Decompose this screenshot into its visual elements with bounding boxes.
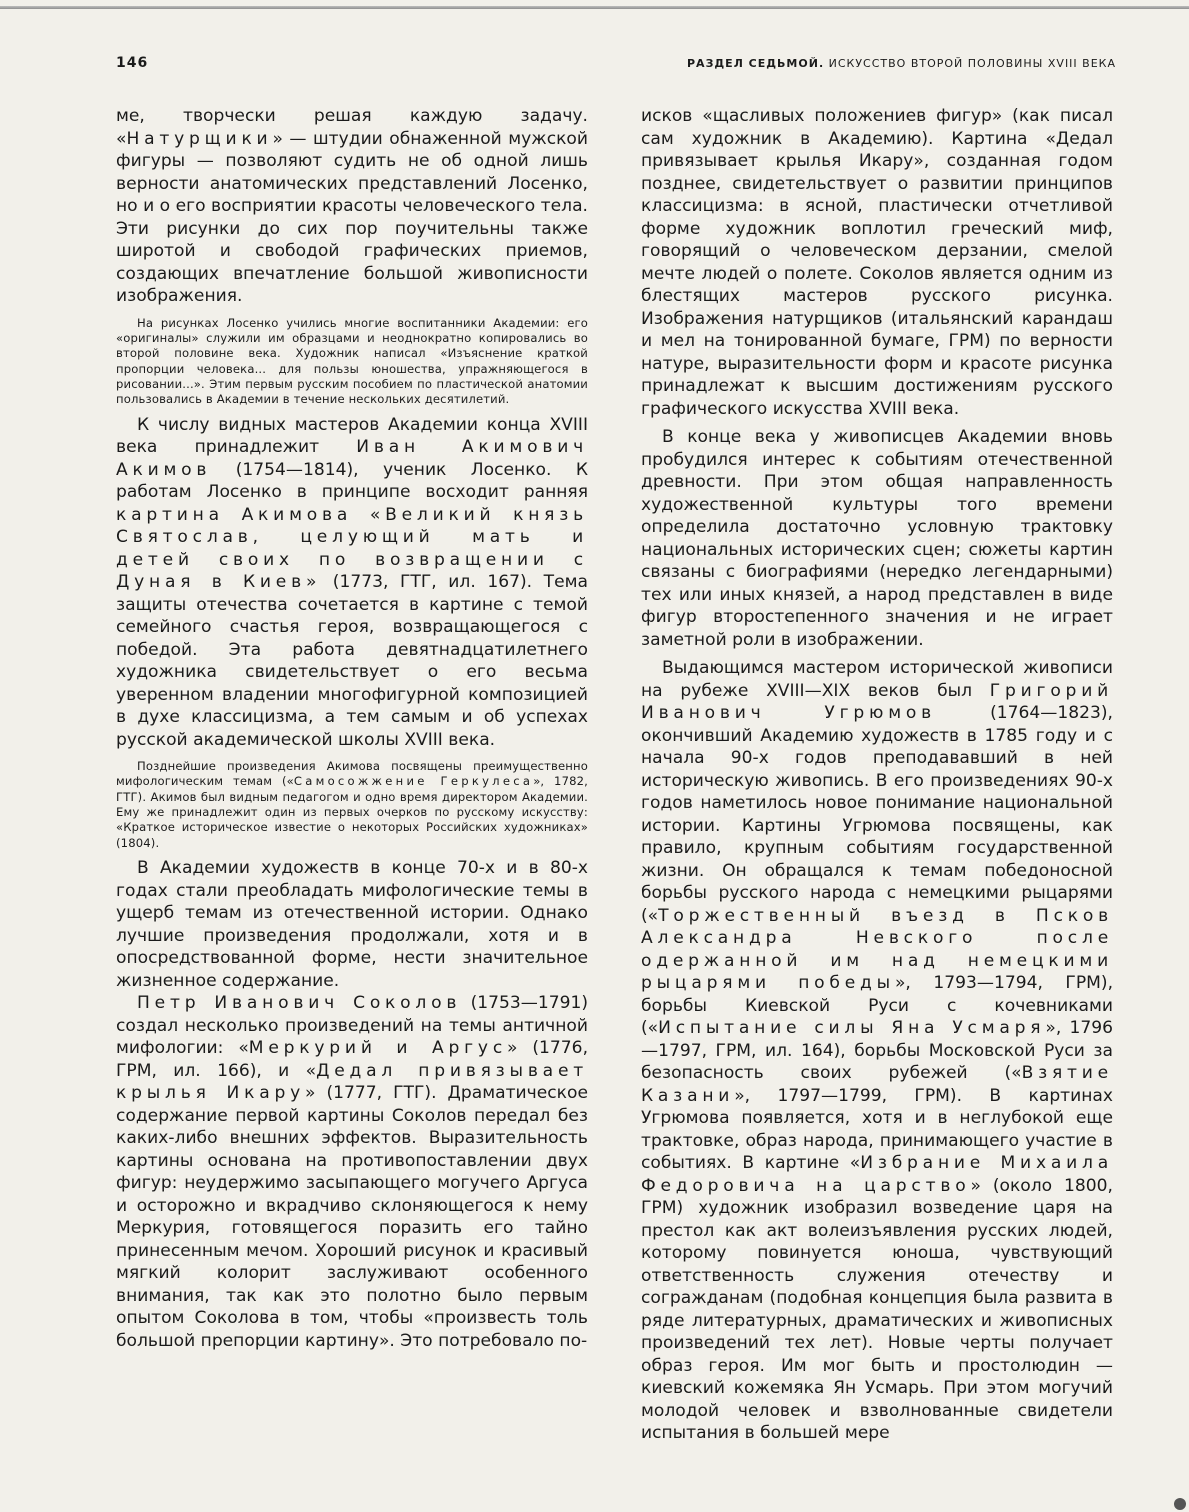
paragraph: В Академии художеств в конце 70-х и в 80-х годах стали преобладать мифологические темы в ущерб темам из отечественной истории. Однако лучшие произведения продолжали, хотя и в опосредствованной форме, нести значительное жизненное содержание.	[116, 858, 588, 991]
spaced-title: Взятие Казани	[641, 1063, 1113, 1106]
text-run: (1753—1791) создал несколько произведений на темы античной мифологии: «	[116, 993, 588, 1059]
text-run: », 1793—1794, ГРМ), борьбы Киевской Руси с кочевниками («	[641, 973, 1114, 1038]
left-column	[116, 105, 588, 1352]
text-run: » — штудии обнаженной мужской фигуры — позволяют судить не об одной лишь верности анатомических представлений Лосенко, но и о его восприятии красоты человеческого тела. Эти рисунки до сих пор поучительны также широтой и свободой графических приемов, создающих впечатление большой живописности изображения.	[116, 128, 588, 306]
text-run: Позднейшие произведения Акимова посвящены преимущественно мифологическим темам («	[116, 759, 588, 789]
running-head-section: РАЗДЕЛ СЕДЬМОЙ.	[687, 57, 825, 70]
text-run: », 1796—1797, ГРМ, ил. 164), борьбы Московской Руси за безопасность своих рубежей («	[641, 1018, 1114, 1083]
paragraph	[116, 105, 588, 308]
artist-name: Григорий Иванович Угрюмов	[641, 680, 1113, 723]
page-number: 146	[116, 55, 149, 71]
text-run: », 1797—1799, ГРМ). В картинах Угрюмова появляется, хотя и в неглубокой еще трактовке, образ народа, принимающего участие в событиях. В картине «	[641, 1085, 1113, 1173]
spaced-title: Избрание Михаила Федоровича на царство	[641, 1153, 1113, 1196]
paragraph	[641, 657, 1113, 1445]
text-run: К числу видных мастеров Академии конца XVIII века принадлежит	[116, 414, 588, 458]
text-run: (1764—1823), окончивший Академию художеств в 1785 году и с начала 90-х годов преподававший в ней историческую живопись. В его произведениях 90-х годов наметилось новое понимание национальной истории. Картины Угрюмова посвящены, как правило, крупным событиям государственной жизни. Он обращался к темам победоносной борьбы русского народа с немецкими рыцарями («	[641, 703, 1113, 926]
artist-name: Иван Акимович Акимов	[116, 437, 588, 480]
scan-mark-dot	[1174, 1498, 1186, 1510]
spaced-title: Испытание силы Яна Усмаря	[658, 1018, 1046, 1038]
spaced-title: Дедал привязывает крылья Икару	[116, 1060, 588, 1104]
paragraph: исков «щасливых положениев фигур» (как писал сам художник в Академию). Картина «Дедал привязывает крылья Икару», созданная годом позднее, свидетельствует о развитии принципов классицизма: в ясной, пластически отчетливой форме художник воплотил греческий миф, говорящий о человеческом дерзании, смелой мечте людей о полете. Соколов является одним из блестящих мастеров русского рисунка. Изображения натурщиков (итальянский карандаш и мел на тонированной бумаге, ГРМ) по верности натуре, выразительности форм и красоте рисунка принадлежат к высшим достижениям русского графического искусства XVIII века.	[641, 106, 1113, 419]
spaced-title: Натурщики	[126, 128, 273, 149]
text-run: (1754—1814), ученик Лосенко. К работам Лосенко в принципе восходит ранняя	[116, 459, 588, 503]
spaced-title: Самосожжение Геркулеса	[293, 774, 534, 789]
text-run: » (1777, ГТГ). Драматическое содержание первой картины Соколов передал без каких-либо внешних эффектов. Выразительность картины основана на противопоставлении двух фигур: неудержимо засыпающего могучего Аргуса и осторожно и вкрадчиво склоняющегося к нему Меркурия, готовящегося поразить его тайно принесенным мечом. Хороший рисунок и красивый мягкий колорит заслуживают особенного внимания, так как это полотно было первым опытом Соколова в том, чтобы «произвесть толь большой препорции картину». Это потребовало по-	[116, 1083, 588, 1351]
paragraph	[116, 992, 588, 1352]
paragraph	[116, 414, 588, 752]
running-head-title: ИСКУССТВО ВТОРОЙ ПОЛОВИНЫ XVIII ВЕКА	[828, 57, 1116, 70]
text-run: » (около 1800, ГРМ) художник изобразил возведение царя на престол как акт волеизъявления русских людей, которому повинуется юноша, чувствующий ответственность служения отечеству и согражданам (подобная концепция была развита в ряде литературных, драматических и живописных произведений тех лет). Новые черты получает образ героя. Им мог быть и простолюдин — киевский кожемяка Ян Усмарь. При этом могучий молодой человек и взволнованные свидетели испытания в большей мере	[641, 1175, 1113, 1443]
spaced-title: Торжественный въезд в Псков Александра Невского после одержанной им над немецкими рыцарями победы	[641, 905, 1113, 993]
footnote-paragraph	[116, 759, 588, 851]
spaced-title: картина Акимова «Великий князь Святослав, целующий мать и детей своих по возвращении с Дуная в Киев»	[116, 504, 588, 593]
page-header	[0, 0, 1189, 80]
running-head	[687, 57, 1116, 70]
spaced-title: Меркурий и Аргус	[248, 1038, 508, 1059]
text-run: (1773, ГТГ, ил. 167). Тема защиты отечества сочетается в картине с темой семейного счастья героя, возвращающегося с победой. Эта работа девятнадцатилетнего художника свидетельствует о его весьма уверенном владении многофигурной композицией в духе классицизма, а тем самым и об успехах русской академической школы XVIII века.	[116, 572, 588, 750]
text-run: Выдающимся мастером исторической живописи на рубеже XVIII—XIX веков был	[641, 658, 1113, 701]
artist-name: Петр Иванович Соколов	[137, 993, 462, 1014]
footnote-paragraph: На рисунках Лосенко учились многие воспитанники Академии: его «оригиналы» служили им образцами и неоднократно копировались во второй половине века. Художник написал «Изъяснение краткой пропорции человека... для пользы юношества, упражняющегося в рисовании...». Этим первым русским пособием по пластической анатомии пользовались в Академии в течение нескольких десятилетий.	[116, 315, 588, 407]
paragraph: В конце века у живописцев Академии вновь пробудился интерес к событиям отечественной древности. При этом общая направленность художественной культуры того времени определила достаточно условную трактовку национальных исторических сцен; сюжеты картин связаны с биографиями (нередко легендарными) тех или иных князей, а народ представлен в виде фигур второстепенного значения и не играет заметной роли в изображении.	[641, 427, 1113, 650]
right-column	[641, 105, 1113, 1445]
text-run: », 1782, ГТГ). Акимов был видным педагогом и одно время директором Академии. Ему же принадлежит один из первых очерков по русскому искусству: «Краткое историческое известие о некоторых Российских художниках» (1804).	[116, 774, 588, 850]
text-run: » (1776, ГРМ, ил. 166), и «	[116, 1038, 588, 1081]
text-run: ме, творчески решая каждую задачу. «	[116, 106, 588, 149]
